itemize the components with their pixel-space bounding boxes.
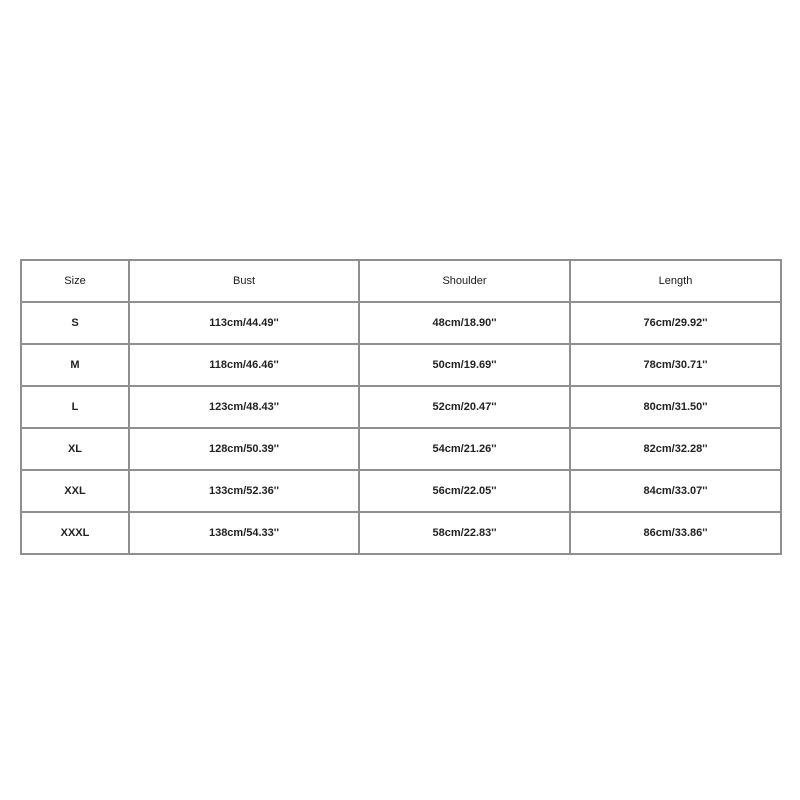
bust-cell: 138cm/54.33'': [129, 512, 359, 554]
shoulder-cell: 50cm/19.69'': [359, 344, 570, 386]
header-shoulder: Shoulder: [359, 260, 570, 302]
table-row: [21, 302, 781, 344]
table-row: [21, 428, 781, 470]
size-cell: L: [21, 386, 129, 428]
size-chart-table: [20, 259, 782, 555]
bust-cell: 118cm/46.46'': [129, 344, 359, 386]
shoulder-cell: 48cm/18.90'': [359, 302, 570, 344]
shoulder-cell: 58cm/22.83'': [359, 512, 570, 554]
table-row: [21, 386, 781, 428]
length-cell: 78cm/30.71'': [570, 344, 781, 386]
length-cell: 84cm/33.07'': [570, 470, 781, 512]
shoulder-cell: 54cm/21.26'': [359, 428, 570, 470]
table-row: [21, 512, 781, 554]
size-cell: M: [21, 344, 129, 386]
header-length: Length: [570, 260, 781, 302]
table-row: [21, 470, 781, 512]
length-cell: 80cm/31.50'': [570, 386, 781, 428]
header-bust: Bust: [129, 260, 359, 302]
length-cell: 86cm/33.86'': [570, 512, 781, 554]
shoulder-cell: 56cm/22.05'': [359, 470, 570, 512]
shoulder-cell: 52cm/20.47'': [359, 386, 570, 428]
length-cell: 82cm/32.28'': [570, 428, 781, 470]
size-cell: XXL: [21, 470, 129, 512]
size-cell: XXXL: [21, 512, 129, 554]
table-row: [21, 344, 781, 386]
bust-cell: 113cm/44.49'': [129, 302, 359, 344]
bust-cell: 123cm/48.43'': [129, 386, 359, 428]
size-cell: XL: [21, 428, 129, 470]
bust-cell: 133cm/52.36'': [129, 470, 359, 512]
header-size: Size: [21, 260, 129, 302]
size-cell: S: [21, 302, 129, 344]
length-cell: 76cm/29.92'': [570, 302, 781, 344]
table-header-row: [21, 260, 781, 302]
bust-cell: 128cm/50.39'': [129, 428, 359, 470]
